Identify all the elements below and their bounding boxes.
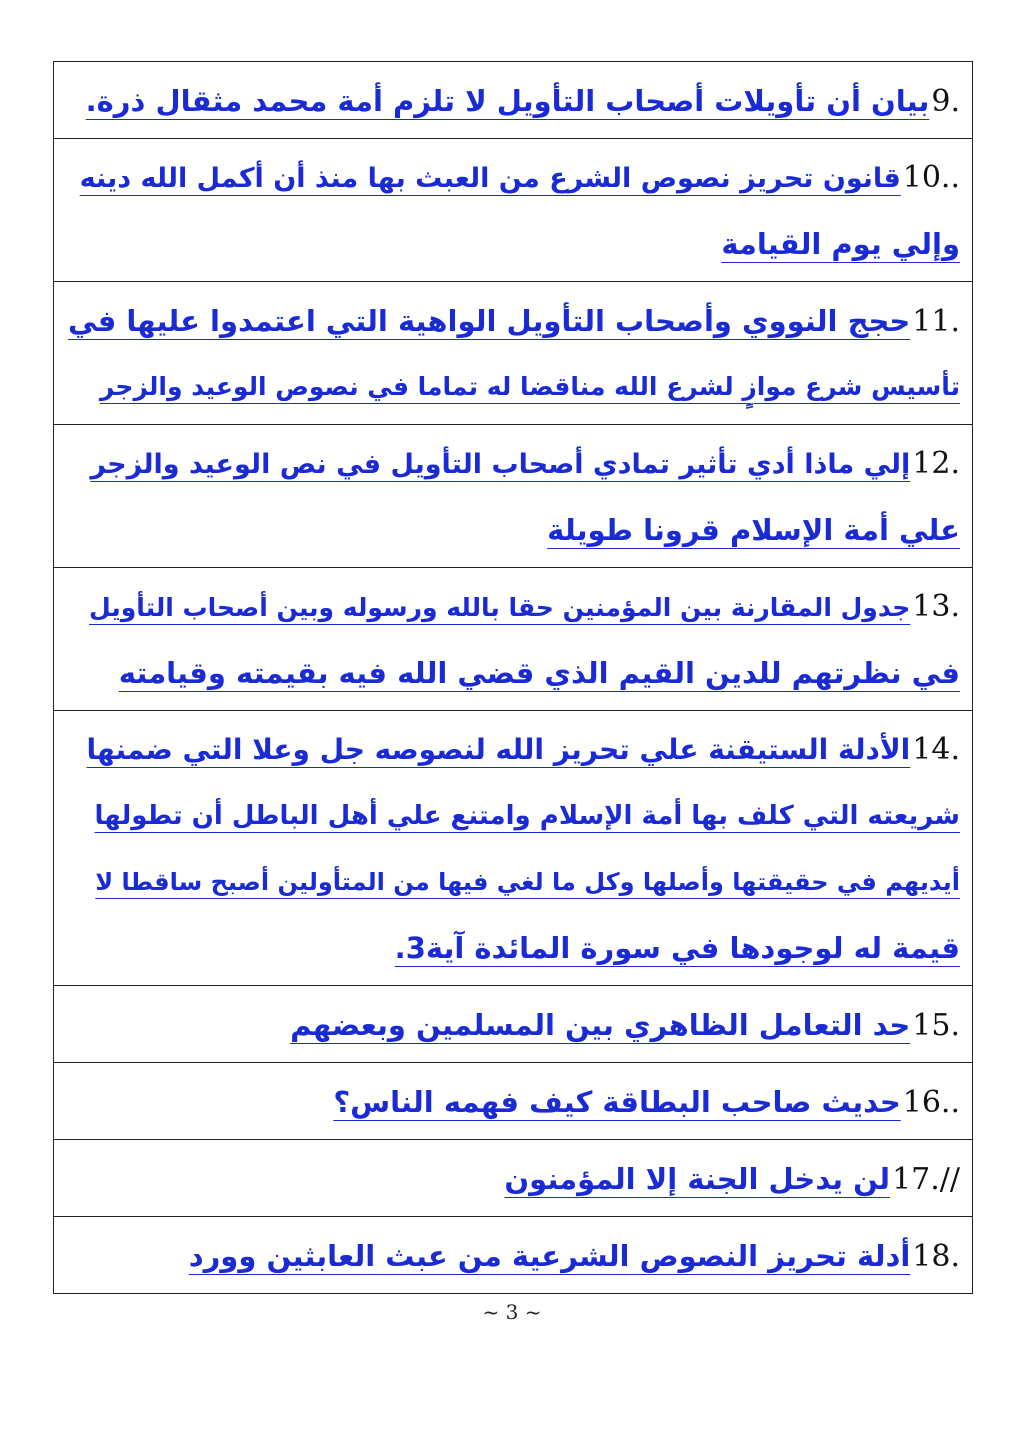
toc-row bbox=[54, 282, 972, 425]
toc-item-link[interactable]: الأدلة الستيقنة علي تحريز الله لنصوصه جل وعلا التي ضمنها bbox=[86, 733, 911, 766]
toc-row bbox=[54, 1217, 972, 1293]
toc-item-link[interactable]: حديث صاحب البطاقة كيف فهمه الناس؟ bbox=[333, 1085, 901, 1119]
toc-item-number: 16.. bbox=[902, 1085, 960, 1120]
toc-row bbox=[54, 1140, 972, 1217]
toc-line bbox=[68, 1223, 960, 1289]
toc-item-link[interactable]: تأسيس شرع موازٍ لشرع الله مناقضا له تماما في نصوص الوعيد والزجر bbox=[99, 372, 960, 401]
toc-row bbox=[54, 62, 972, 139]
toc-item-link[interactable]: وإلي يوم القيامة bbox=[721, 227, 960, 261]
toc-line bbox=[68, 68, 960, 134]
toc-row bbox=[54, 1063, 972, 1140]
toc-line bbox=[68, 288, 960, 354]
toc-item-link[interactable]: شريعته التي كلف بها أمة الإسلام وامتنع علي أهل الباطل أن تطولها bbox=[94, 801, 960, 831]
toc-line bbox=[68, 354, 960, 420]
toc-item-link[interactable]: قانون تحريز نصوص الشرع من العبث بها منذ أن أكمل الله دينه bbox=[79, 163, 901, 194]
toc-item-link[interactable]: حد التعامل الظاهري بين المسلمين وبعضهم bbox=[290, 1008, 911, 1042]
toc-item-number: 18. bbox=[912, 1239, 960, 1274]
toc-line bbox=[68, 497, 960, 563]
toc-row bbox=[54, 139, 972, 282]
toc-item-link[interactable]: حجج النووي وأصحاب التأويل الواهية التي اعتمدوا عليها في bbox=[67, 304, 911, 338]
toc-item-link[interactable]: أيديهم في حقيقتها وأصلها وكل ما لغي فيها من المتأولين أصبح ساقطا لا bbox=[95, 868, 960, 896]
toc-row bbox=[54, 425, 972, 568]
toc-item-link[interactable]: قيمة له لوجودها في سورة المائدة آية3. bbox=[394, 931, 960, 965]
toc-row bbox=[54, 986, 972, 1063]
toc-item-number: 12. bbox=[912, 446, 960, 481]
toc-line bbox=[68, 1069, 960, 1135]
toc-item-number: 15. bbox=[912, 1008, 960, 1043]
toc-line bbox=[68, 211, 960, 277]
toc-line bbox=[68, 640, 960, 706]
toc-item-link[interactable]: أدلة تحريز النصوص الشرعية من عبث العابثين وورد bbox=[188, 1239, 911, 1273]
toc-line bbox=[68, 717, 960, 783]
toc-item-link[interactable]: علي أمة الإسلام قرونا طويلة bbox=[547, 513, 960, 547]
toc-item-link[interactable]: في نظرتهم للدين القيم الذي قضي الله فيه بقيمته وقيامته bbox=[118, 656, 960, 690]
toc-item-number: 17.// bbox=[892, 1162, 960, 1197]
toc-line bbox=[68, 574, 960, 640]
toc-row bbox=[54, 711, 972, 986]
toc-line bbox=[68, 431, 960, 497]
toc-line bbox=[68, 849, 960, 915]
table-of-contents bbox=[53, 61, 973, 1294]
toc-row bbox=[54, 568, 972, 711]
toc-item-number: 9. bbox=[931, 84, 960, 119]
toc-item-number: 13. bbox=[912, 589, 960, 624]
toc-item-link[interactable]: بيان أن تأويلات أصحاب التأويل لا تلزم أمة محمد مثقال ذرة. bbox=[85, 84, 930, 118]
toc-line bbox=[68, 783, 960, 849]
toc-item-link[interactable]: إلي ماذا أدي تأثير تمادي أصحاب التأويل في نص الوعيد والزجر bbox=[90, 449, 911, 480]
toc-line bbox=[68, 992, 960, 1058]
toc-item-number: 10.. bbox=[902, 160, 960, 195]
page-number: ~ 3 ~ bbox=[482, 1300, 542, 1324]
toc-line bbox=[68, 915, 960, 981]
toc-line bbox=[68, 145, 960, 211]
toc-item-number: 14. bbox=[912, 732, 960, 767]
toc-item-link[interactable]: لن يدخل الجنة إلا المؤمنون bbox=[504, 1162, 891, 1196]
toc-item-link[interactable]: جدول المقارنة بين المؤمنين حقا بالله ورسوله وبين أصحاب التأويل bbox=[89, 593, 911, 622]
toc-item-number: 11. bbox=[912, 304, 960, 339]
toc-line bbox=[68, 1146, 960, 1212]
